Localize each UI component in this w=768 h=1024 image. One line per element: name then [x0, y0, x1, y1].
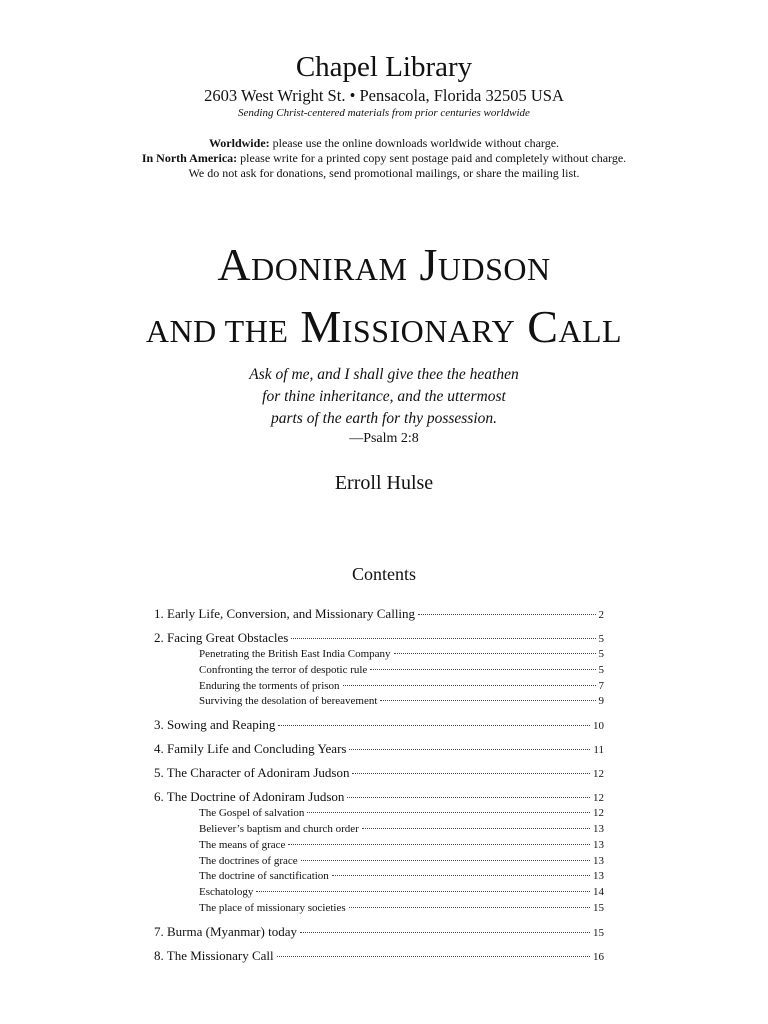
toc-entry-title: 3. Sowing and Reaping — [154, 717, 276, 733]
toc-leader — [278, 725, 590, 726]
title-w4-cap: M — [300, 301, 342, 352]
toc-subentry[interactable] — [154, 822, 604, 838]
toc-leader — [349, 907, 590, 908]
toc-subentry[interactable] — [154, 694, 604, 710]
toc-subentry[interactable] — [154, 663, 604, 679]
toc-entry-page: 16 — [593, 950, 604, 963]
toc-entry-title: The doctrines of grace — [199, 854, 298, 867]
toc-entry-title: 2. Facing Great Obstacles — [154, 630, 289, 645]
title-w5-rest: ALL — [558, 313, 623, 349]
notice-worldwide-text: please use the online downloads worldwide without charge. — [269, 136, 560, 150]
toc-entry-page: 13 — [593, 854, 604, 867]
toc-subentry[interactable] — [154, 854, 604, 870]
toc-entry[interactable] — [154, 924, 604, 941]
toc-entry-title: Penetrating the British East India Company — [199, 648, 391, 660]
title-w2-cap: J — [419, 239, 438, 290]
document-title — [0, 238, 768, 358]
toc-entry[interactable] — [154, 606, 604, 623]
toc-entry-page: 15 — [593, 926, 604, 939]
toc-leader — [307, 812, 590, 813]
toc-leader — [347, 797, 590, 798]
toc-leader — [332, 875, 590, 876]
title-w4-rest: ISSIONARY — [341, 313, 516, 349]
notice-worldwide — [0, 136, 768, 151]
toc-entry-title: 8. The Missionary Call — [154, 947, 274, 963]
toc-entry-page: 5 — [598, 648, 604, 660]
toc-subentry[interactable] — [154, 647, 604, 663]
toc-entry-page: 14 — [593, 886, 604, 899]
contents-heading: Contents — [351, 564, 416, 584]
toc-entry-page: 12 — [593, 768, 604, 781]
toc-entry-page: 2 — [598, 609, 604, 621]
toc-subentry[interactable] — [154, 679, 604, 695]
distribution-notice — [0, 136, 768, 181]
toc-entry-title: 6. The Doctrine of Adoniram Judson — [154, 789, 345, 805]
toc-leader — [418, 614, 595, 615]
toc-leader — [300, 932, 590, 933]
toc-entry-title: Eschatology — [199, 886, 254, 899]
epigraph-reference: —Psalm 2:8 — [349, 431, 419, 446]
toc-leader — [301, 860, 590, 861]
toc-leader — [277, 956, 590, 957]
publisher-name: Chapel Library — [295, 51, 473, 83]
epigraph-line-1: Ask of me, and I shall give thee the heathen — [249, 366, 519, 383]
publisher-block — [0, 50, 768, 120]
toc-entry-page: 9 — [598, 695, 604, 708]
author-name: Erroll Hulse — [334, 472, 434, 494]
title-w3: AND THE — [145, 313, 289, 349]
notice-footer: We do not ask for donations, send promotional mailings, or share the mailing list. — [188, 166, 580, 180]
toc-entry-page: 7 — [598, 679, 604, 692]
epigraph-line-3: parts of the earth for thy possession. — [270, 410, 498, 427]
title-w1-rest: DONIRAM — [251, 251, 408, 287]
title-w5-cap: C — [527, 301, 559, 352]
toc-subentry[interactable] — [154, 838, 604, 854]
toc-leader — [349, 749, 590, 750]
title-w2-rest: UDSON — [437, 251, 551, 287]
toc-entry-page: 10 — [593, 720, 604, 733]
toc-entry[interactable] — [154, 765, 604, 782]
notice-worldwide-label: Worldwide: — [208, 136, 270, 150]
epigraph-line-2: for thine inheritance, and the uttermost — [262, 388, 506, 405]
publisher-tagline: Sending Christ-centered materials from prior centuries worldwide — [238, 107, 530, 119]
toc-entry[interactable] — [154, 741, 604, 758]
toc-entry-page: 12 — [593, 807, 604, 820]
table-of-contents — [154, 606, 604, 965]
toc-entry-title: 4. Family Life and Concluding Years — [154, 741, 347, 757]
epigraph — [0, 364, 768, 448]
title-line-2 — [0, 300, 768, 358]
title-line-1 — [0, 238, 768, 296]
toc-entry-title: 7. Burma (Myanmar) today — [154, 923, 297, 939]
toc-leader — [256, 891, 590, 892]
toc-entry-title: Confronting the terror of despotic rule — [199, 663, 368, 676]
notice-na-text: please write for a printed copy sent postage paid and completely without charge. — [237, 151, 627, 165]
toc-subentry[interactable] — [154, 901, 604, 917]
toc-leader — [288, 844, 590, 845]
toc-entry[interactable] — [154, 717, 604, 734]
toc-entry-title: Surviving the desolation of bereavement — [199, 695, 378, 708]
toc-leader — [352, 773, 590, 774]
toc-entry-page: 13 — [593, 870, 604, 883]
toc-entry-title: The means of grace — [199, 838, 286, 851]
toc-entry-page: 13 — [593, 838, 604, 851]
toc-entry-title: 5. The Character of Adoniram Judson — [154, 765, 350, 781]
toc-entry[interactable] — [154, 789, 604, 806]
toc-entry-page: 5 — [598, 633, 604, 645]
toc-leader — [370, 669, 595, 670]
toc-entry-page: 12 — [593, 792, 604, 805]
notice-na-label: In North America: — [141, 151, 238, 165]
toc-entry-title: 1. Early Life, Conversion, and Missionary Calling — [154, 606, 416, 621]
toc-leader — [394, 653, 596, 654]
toc-entry-page: 15 — [593, 901, 604, 914]
toc-entry-title: The doctrine of sanctification — [199, 870, 329, 883]
toc-entry-title: The place of missionary societies — [199, 901, 346, 914]
toc-entry-title: The Gospel of salvation — [199, 807, 305, 820]
toc-leader — [343, 685, 596, 686]
toc-leader — [380, 700, 595, 701]
toc-subentry[interactable] — [154, 869, 604, 885]
toc-subentry[interactable] — [154, 806, 604, 822]
toc-leader — [362, 828, 590, 829]
toc-entry[interactable] — [154, 948, 604, 965]
toc-entry-title: Enduring the torments of prison — [199, 679, 340, 692]
toc-entry[interactable] — [154, 630, 604, 647]
toc-entry-page: 13 — [593, 822, 604, 835]
toc-subentry[interactable] — [154, 885, 604, 901]
toc-entry-title: Believer’s baptism and church order — [199, 822, 359, 835]
toc-entry-page: 5 — [598, 663, 604, 676]
publisher-address: 2603 West Wright St. • Pensacola, Florida 32505 USA — [204, 86, 564, 105]
notice-north-america — [0, 151, 768, 166]
toc-entry-page: 11 — [593, 744, 604, 757]
title-w1-cap: A — [217, 239, 252, 290]
toc-leader — [291, 638, 595, 639]
